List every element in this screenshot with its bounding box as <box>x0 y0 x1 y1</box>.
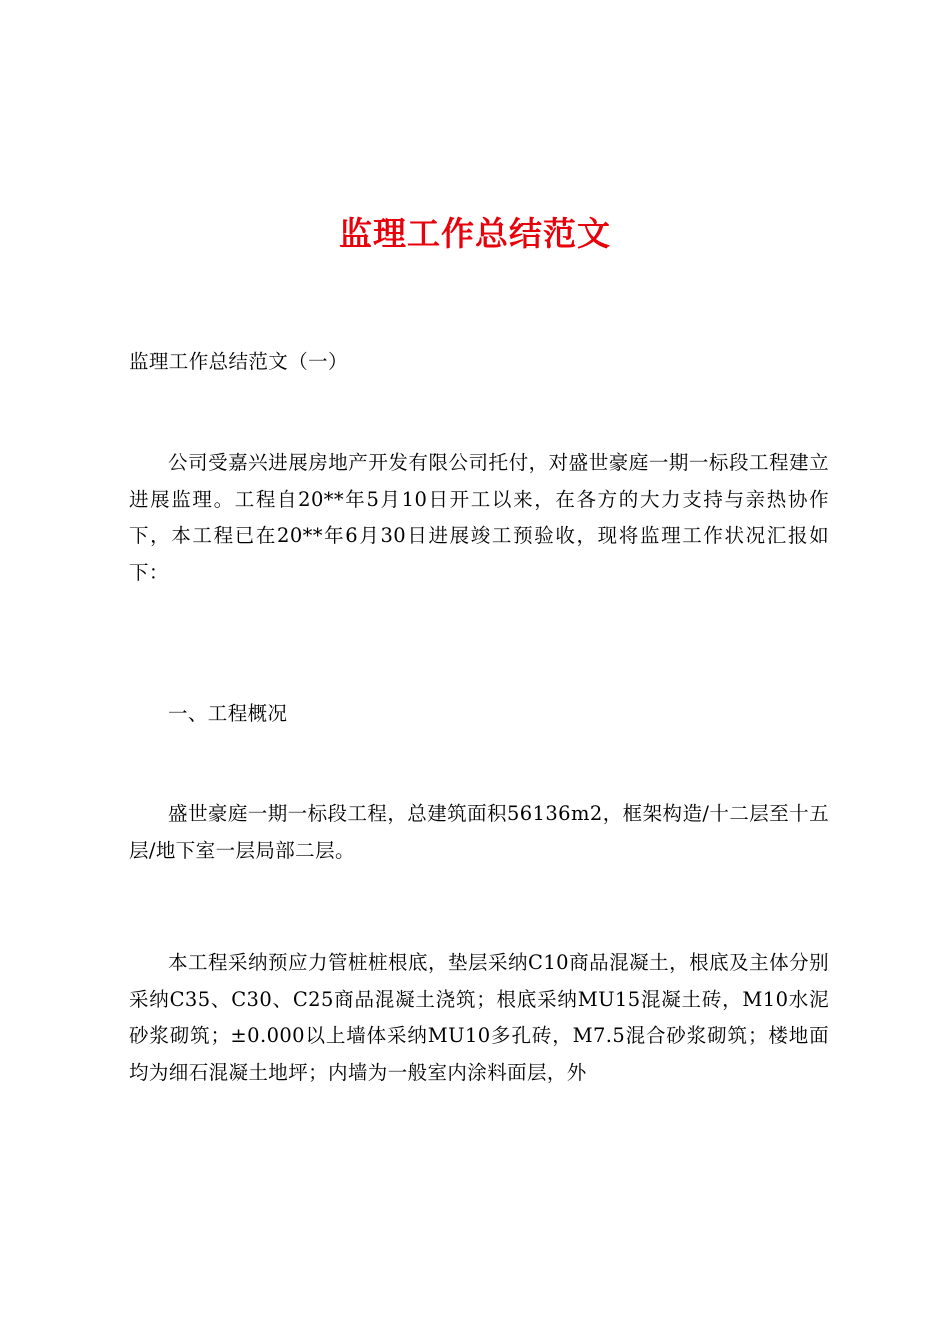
section-heading: 监理工作总结范文（一） <box>129 350 348 373</box>
document-title: 监理工作总结范文 <box>339 214 611 253</box>
details-paragraph-block <box>129 945 829 1091</box>
overview-paragraph: 盛世豪庭一期一标段工程，总建筑面积56136m2，框架构造/十二层至十五层/地下室一层局部二层。 <box>129 802 829 862</box>
overview-heading: 一、工程概况 <box>168 702 288 725</box>
details-paragraph: 本工程采纳预应力管桩桩根底，垫层采纳C10商品混凝土，根底及主体分别采纳C35、C30、C25商品混凝土浇筑；根底采纳MU15混凝土砖，M10水泥砂浆砌筑；±0.000以上墙体采纳MU10多孔砖，M7.5混合砂浆砌筑；楼地面均为细石混凝土地坪；内墙为一般室内涂料面层，外 <box>129 951 829 1084</box>
intro-paragraph-block <box>129 445 829 591</box>
overview-heading-block <box>129 696 829 733</box>
overview-paragraph-block <box>129 796 829 869</box>
intro-paragraph: 公司受嘉兴进展房地产开发有限公司托付，对盛世豪庭一期一标段工程建立进展监理。工程自20**年5月10日开工以来，在各方的大力支持与亲热协作下，本工程已在20**年6月30日进展竣工预验收，现将监理工作状况汇报如下： <box>129 451 829 584</box>
